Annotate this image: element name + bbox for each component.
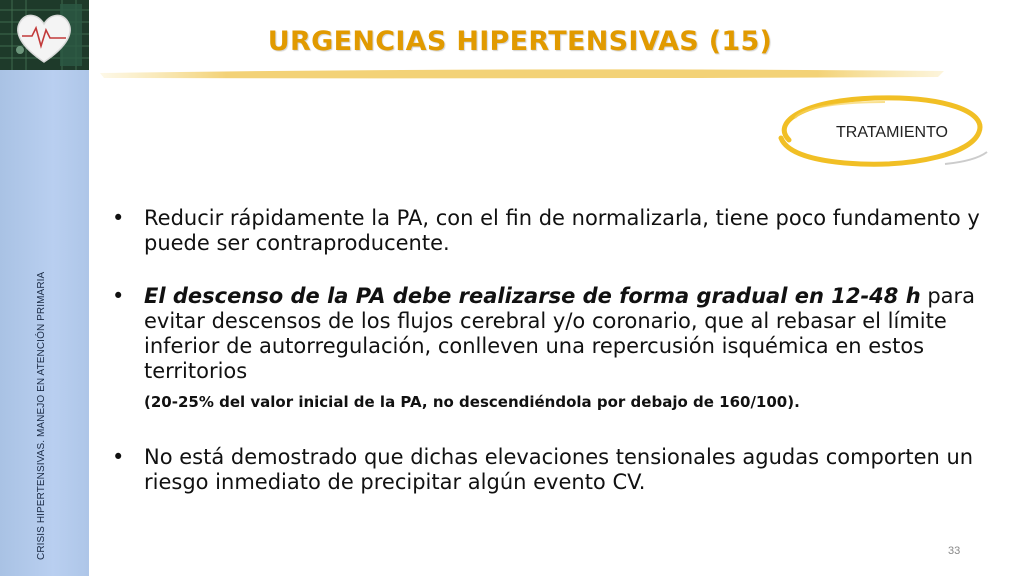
- tratamiento-label: TRATAMIENTO: [836, 124, 948, 141]
- list-item: [112, 284, 992, 415]
- bullet-note: (20-25% del valor inicial de la PA, no descendiéndola por debajo de 160/100).: [144, 393, 800, 411]
- slide-title: URGENCIAS HIPERTENSIVAS (15): [267, 26, 773, 57]
- bullet-icon: •: [112, 206, 125, 230]
- list-item: [112, 206, 992, 256]
- bullet-emphasis: El descenso de la PA debe realizarse de forma gradual en 12-48 h: [144, 284, 921, 308]
- list-item: [112, 445, 992, 495]
- sidebar-vertical-title: CRISIS HIPERTENSIVAS. MANEJO EN ATENCIÓN PRIMARIA: [36, 271, 47, 560]
- page-number: 33: [948, 545, 961, 557]
- left-sidebar: [0, 0, 89, 576]
- bullet-icon: •: [112, 445, 125, 469]
- title-underline: [98, 64, 948, 84]
- bullet-text: Reducir rápidamente la PA, con el fin de normalizarla, tiene poco fundamento y puede ser contraproducente.: [144, 206, 980, 255]
- bullet-text: No está demostrado que dichas elevaciones tensionales agudas comporten un riesgo inmediato de precipitar algún evento CV.: [144, 445, 974, 494]
- bullet-list: [112, 206, 992, 523]
- bullet-text: para evitar descensos de los flujos cerebral y/o coronario, que al rebasar el límite inferior de autorregulación, conlleven una repercusión isquémica en estos territorios: [144, 284, 976, 383]
- heart-monitor-logo-icon: [0, 0, 89, 70]
- bullet-icon: •: [112, 284, 125, 308]
